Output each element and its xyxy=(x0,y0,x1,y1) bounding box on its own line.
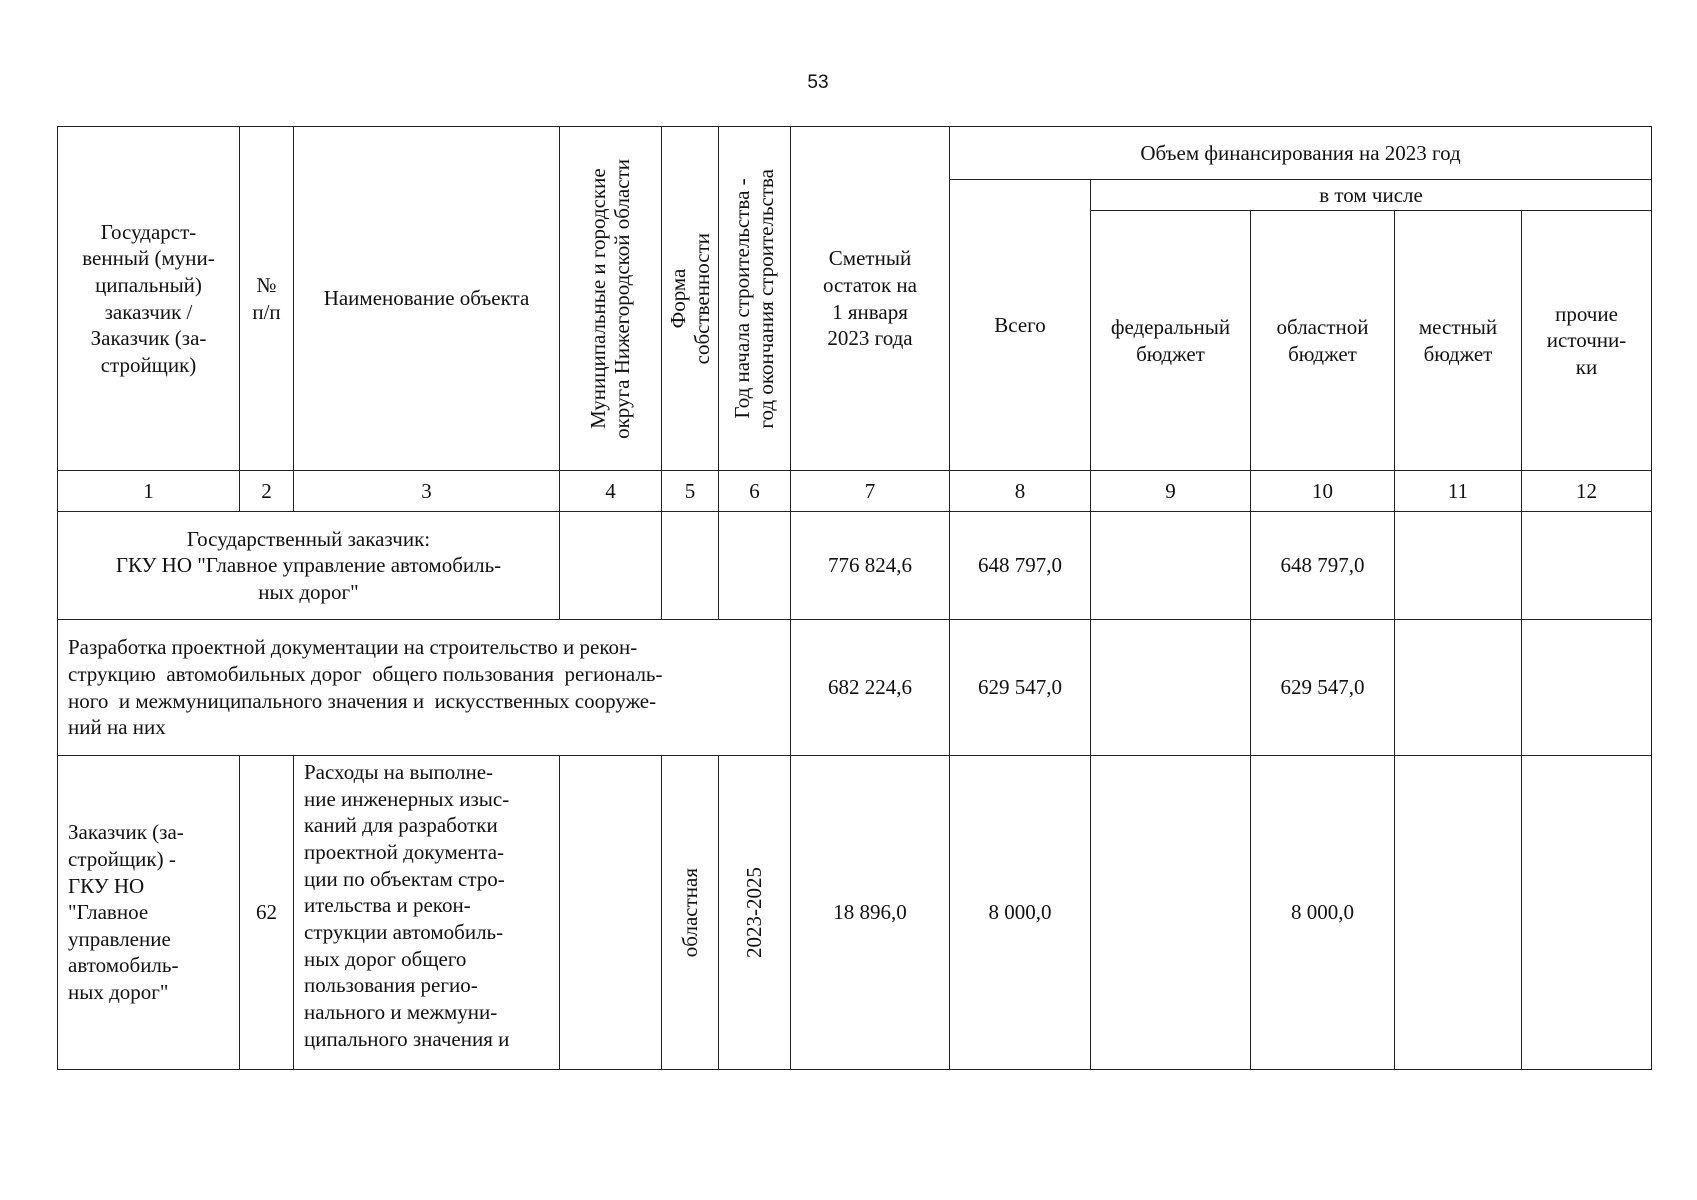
item-62-ownership: областная xyxy=(677,867,702,958)
header-including: в том числе xyxy=(1091,180,1652,211)
empty-cell xyxy=(1395,620,1522,756)
empty-cell xyxy=(560,512,662,620)
header-balance: Сметный остаток на 1 января 2023 года xyxy=(791,127,950,471)
column-number: 3 xyxy=(294,471,560,512)
header-municipal: Муниципальные и городские округа Нижегородской области xyxy=(586,158,635,439)
header-years: Год начала строительства - год окончания строительства xyxy=(730,168,779,429)
item-62-row xyxy=(58,756,1652,1070)
design-docs-label: Разработка проектной документации на строительство и рекон- струкцию автомобильных дорог общего пользования региональ- ного и межмуниципального значения и искусственных сооруже- ний на них xyxy=(58,620,791,756)
empty-cell xyxy=(719,512,791,620)
column-number: 9 xyxy=(1091,471,1251,512)
column-number: 4 xyxy=(560,471,662,512)
column-number: 10 xyxy=(1251,471,1395,512)
state-customer-balance: 776 824,6 xyxy=(791,512,950,620)
column-number: 7 xyxy=(791,471,950,512)
header-federal: федеральный бюджет xyxy=(1091,211,1251,471)
empty-cell xyxy=(1091,620,1251,756)
empty-cell xyxy=(1395,756,1522,1070)
item-62-years: 2023-2025 xyxy=(742,867,767,958)
item-62-total: 8 000,0 xyxy=(950,756,1091,1070)
empty-cell xyxy=(1522,756,1652,1070)
empty-cell xyxy=(560,756,662,1070)
column-number: 12 xyxy=(1522,471,1652,512)
column-number: 5 xyxy=(662,471,719,512)
item-62-regional: 8 000,0 xyxy=(1251,756,1395,1070)
design-docs-balance: 682 224,6 xyxy=(791,620,950,756)
column-number: 2 xyxy=(240,471,294,512)
state-customer-label: Государственный заказчик: ГКУ НО "Главное управление автомобиль- ных дорог" xyxy=(58,512,560,620)
column-numbers-row xyxy=(58,471,1652,512)
empty-cell xyxy=(662,512,719,620)
empty-cell xyxy=(1091,512,1251,620)
empty-cell xyxy=(1395,512,1522,620)
design-docs-total: 629 547,0 xyxy=(950,620,1091,756)
item-62-balance: 18 896,0 xyxy=(791,756,950,1070)
empty-cell xyxy=(1091,756,1251,1070)
header-number: № п/п xyxy=(240,127,294,471)
header-local: местный бюджет xyxy=(1395,211,1522,471)
page-number: 53 xyxy=(807,72,829,93)
state-customer-row xyxy=(58,512,1652,620)
design-docs-regional: 629 547,0 xyxy=(1251,620,1395,756)
column-number: 6 xyxy=(719,471,791,512)
header-row-1 xyxy=(58,127,1652,180)
item-62-customer: Заказчик (за- стройщик) - ГКУ НО "Главное управление автомобиль- ных дорог" xyxy=(58,756,240,1070)
financing-table xyxy=(57,126,1652,1070)
state-customer-total: 648 797,0 xyxy=(950,512,1091,620)
header-object-name: Наименование объекта xyxy=(294,127,560,471)
header-other: прочие источни- ки xyxy=(1522,211,1652,471)
state-customer-regional: 648 797,0 xyxy=(1251,512,1395,620)
header-ownership: Форма собственности xyxy=(665,232,714,365)
header-funding: Объем финансирования на 2023 год xyxy=(950,127,1652,180)
column-number: 1 xyxy=(58,471,240,512)
header-regional: областной бюджет xyxy=(1251,211,1395,471)
header-total: Всего xyxy=(950,180,1091,471)
column-number: 11 xyxy=(1395,471,1522,512)
empty-cell xyxy=(1522,512,1652,620)
column-number: 8 xyxy=(950,471,1091,512)
header-customer: Государст- венный (муни- ципальный) заказчик / Заказчик (за- стройщик) xyxy=(58,127,240,471)
empty-cell xyxy=(1522,620,1652,756)
item-62-name: Расходы на выполне- ние инженерных изыс- каний для разработки проектной документа- ции по объектам стро- ительства и рекон- струкции автомобиль- ных дорог общего пользования регио- нального и межмуни- ципального значения и xyxy=(304,760,510,1051)
design-docs-row xyxy=(58,620,1652,756)
item-62-number: 62 xyxy=(240,756,294,1070)
